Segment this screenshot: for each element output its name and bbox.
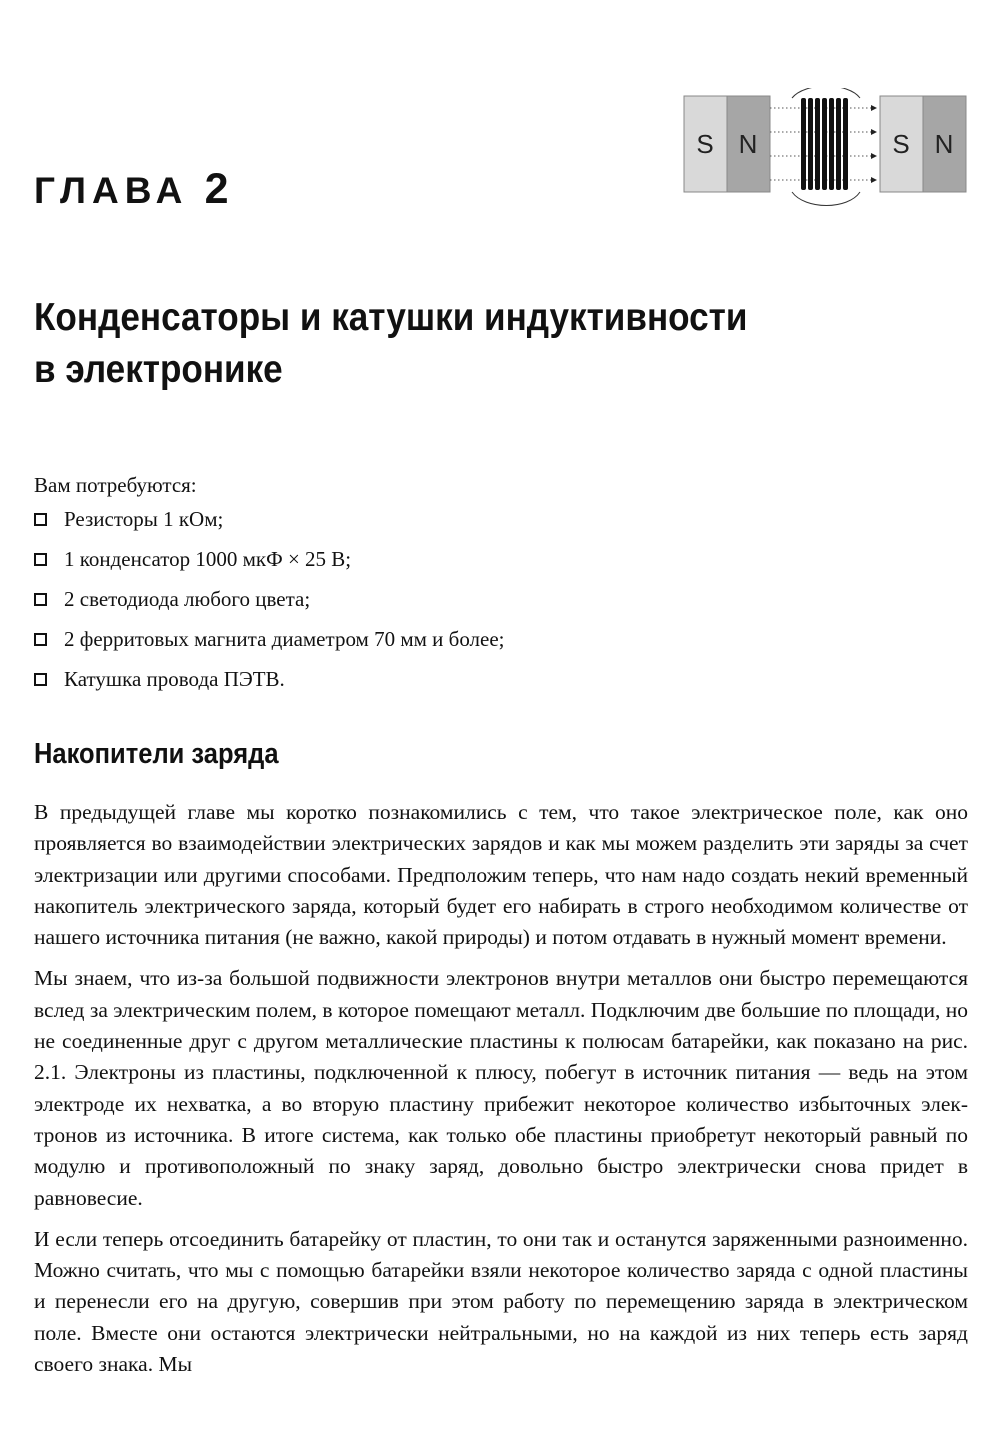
chapter-label bbox=[34, 166, 229, 214]
left-magnet-s-label: S bbox=[696, 129, 714, 159]
requirements-block bbox=[34, 468, 964, 706]
list-item-text: 1 конденсатор 1000 мкФ × 25 В; bbox=[64, 547, 352, 571]
requirements-list bbox=[34, 506, 964, 693]
section-title: Накопители заряда bbox=[34, 738, 279, 770]
list-item bbox=[34, 666, 964, 693]
paragraph: Мы знаем, что из-за большой подвижности электронов внутри металлов они быстро перемещаются вслед за электрическим полем, в которое помещают металл. Подключим две большие по площади, но не соединенные друг с другом металлические пластины к полюсам батарейки, как показано на рис. 2.1. Электроны из пластины, подключенной к плюсу, побегут в источник питания — ведь на этом электроде их нехватка, а во вторую пластину прибежит некоторое количество избыточных электронов из источника. В итоге система, как только обе пластины приобретут некоторый равный по модулю и противоположный по знаку заряд, довольно быстро электрически снова придет в равновесие. bbox=[34, 966, 968, 1210]
list-item bbox=[34, 546, 964, 573]
paragraph: И если теперь отсоединить батарейку от пластин, то они так и останутся заряженными разноименно. Можно считать, что мы с помощью батарейки взяли некоторое количество заряда с одной пластины и перенесли его на другую, совершив при этом работу по перемещению заряда в электрическом поле. Вместе они остаются электрически нейтральными, но на каждой из них теперь есть заряд своего знака. Мы bbox=[34, 1226, 968, 1377]
checkbox-icon bbox=[34, 553, 47, 566]
coil bbox=[801, 98, 848, 190]
chapter-title-line-2: в электронике bbox=[34, 348, 283, 391]
chapter-title-line-1: Конденсаторы и катушки индуктивности bbox=[34, 296, 748, 339]
checkbox-icon bbox=[34, 633, 47, 646]
list-item bbox=[34, 626, 964, 653]
checkbox-icon bbox=[34, 673, 47, 686]
list-item-text: Катушка провода ПЭТВ. bbox=[64, 667, 285, 691]
list-item bbox=[34, 506, 964, 533]
chapter-number: 2 bbox=[204, 165, 229, 213]
paragraph: В предыдущей главе мы коротко познакомились с тем, что такое электрическое поле, как оно проявляется во взаимодействии электрических зарядов и как мы можем разделить эти заряды за счет электризации или другими способами. Предположим теперь, что нам надо создать некий временный накопитель электрического заряда, который будет его набирать в строго необходимом количестве от нашего источника питания (не важно, какой природы) и потом отдавать в нужный момент времени. bbox=[34, 800, 968, 950]
list-item bbox=[34, 586, 964, 613]
chapter-title bbox=[34, 292, 871, 396]
right-magnet-s-label: S bbox=[892, 129, 910, 159]
list-item-text: 2 ферритовых магнита диаметром 70 мм и более; bbox=[64, 627, 505, 651]
chapter-word: ГЛАВА bbox=[34, 170, 189, 211]
magnet-coil-illustration bbox=[680, 88, 970, 218]
list-item-text: Резисторы 1 кОм; bbox=[64, 507, 224, 531]
right-magnet-n-label: N bbox=[934, 129, 954, 159]
checkbox-icon bbox=[34, 513, 47, 526]
field-return-top bbox=[792, 88, 860, 98]
section-body bbox=[34, 797, 968, 1390]
left-magnet-n-label: N bbox=[738, 129, 758, 159]
list-item-text: 2 светодиода любого цвета; bbox=[64, 587, 311, 611]
checkbox-icon bbox=[34, 593, 47, 606]
requirements-intro: Вам потребуются: bbox=[34, 473, 197, 497]
field-return-bottom bbox=[792, 192, 860, 206]
